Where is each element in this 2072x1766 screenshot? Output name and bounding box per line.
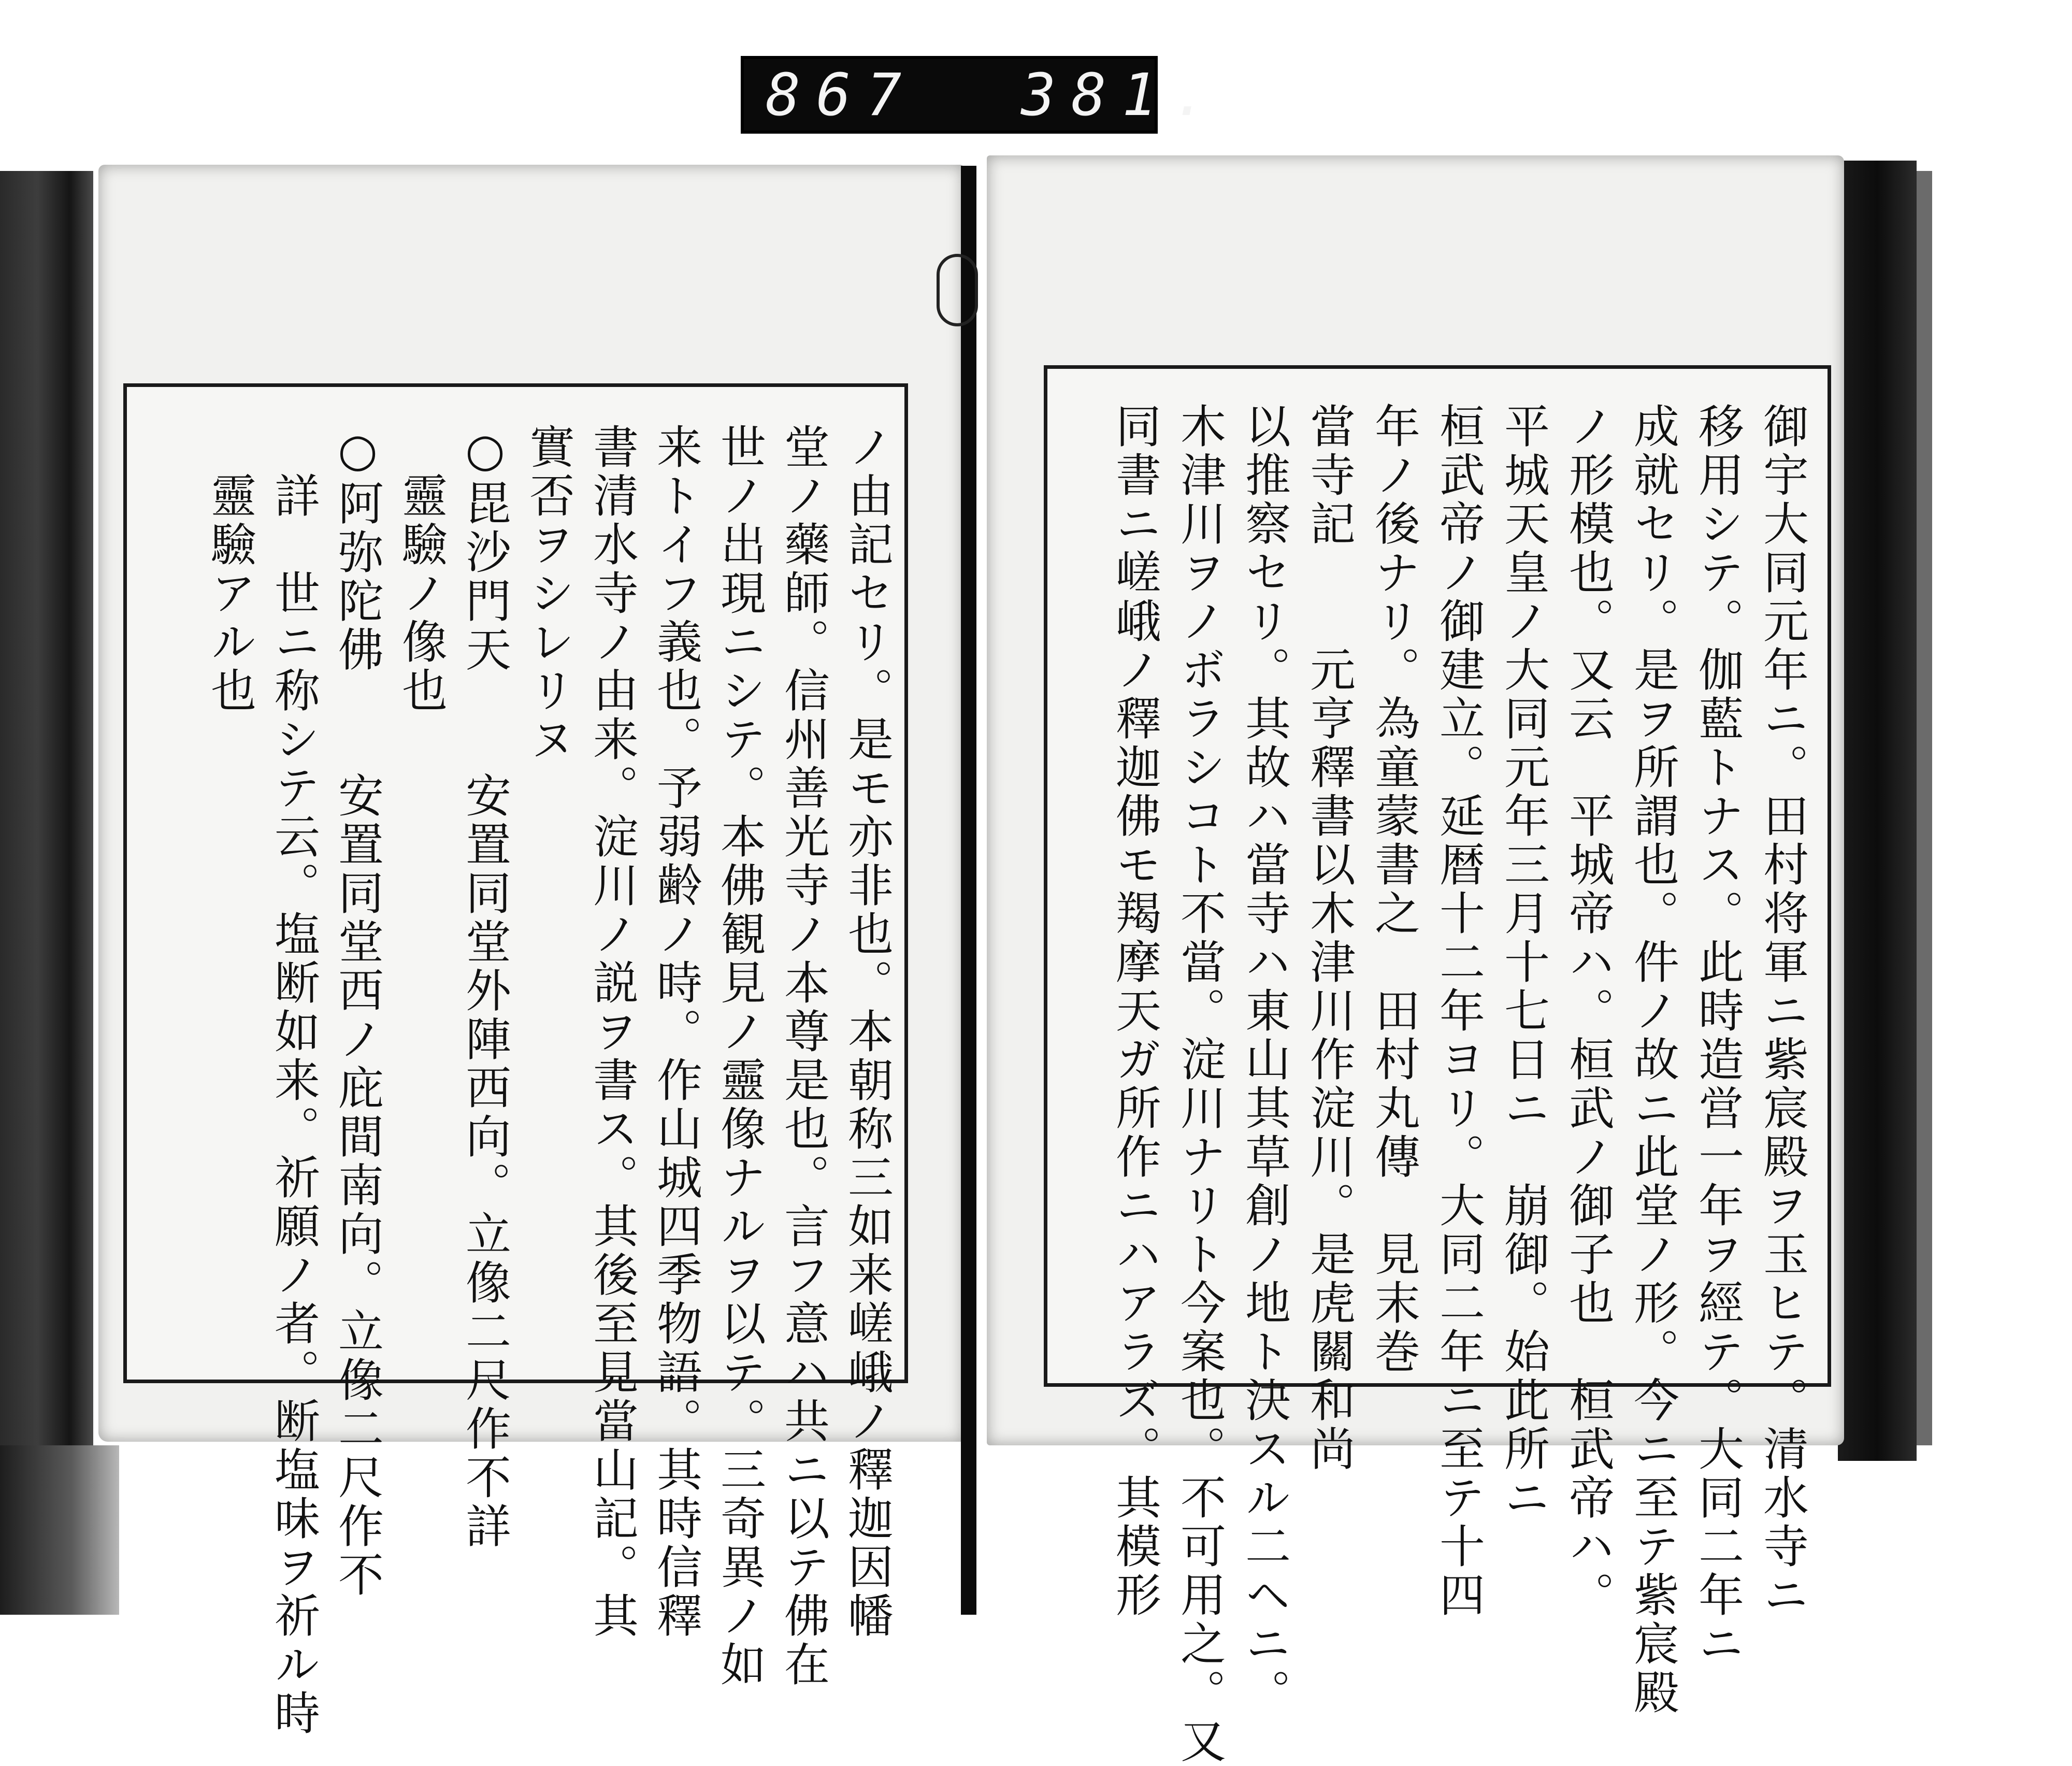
book-spine (961, 166, 976, 1615)
left-text-frame (123, 383, 908, 1738)
text-column: 平城天皇ノ大同元年三月十七日ニ 崩御。始此所ニ (1497, 403, 1550, 1523)
binding-thread (937, 254, 978, 326)
right-text-frame (1044, 365, 1831, 1766)
text-column: ノ由記セリ。是モ亦非也。本朝称三如来嵯峨ノ釋迦因幡 (841, 423, 894, 1641)
text-column: 成就セリ。是ヲ所謂也。件ノ故ニ此堂ノ形。今ニ至テ紫宸殿 (1627, 403, 1680, 1717)
text-column: 以推察セリ。其故ハ當寺ハ東山其草創ノ地ト決スル二ヘニ。 (1238, 403, 1291, 1717)
text-column: ○阿弥陀佛 安置同堂西ノ庇間南向。立像二尺作不 (331, 423, 384, 1600)
text-column: 来トイフ義也。予弱齢ノ時。作山城四季物語。其時信釋 (650, 423, 703, 1641)
text-column: 木津川ヲノボラシコト不當。淀川ナリト今案也。不可用之。又 (1173, 403, 1227, 1766)
right-book-edge-grey (1917, 171, 1932, 1445)
text-column: 靈驗アル也 (204, 423, 257, 715)
film-label-right-number: 381. (1021, 62, 1223, 129)
text-column: 移用シテ。伽藍トナス。此時造営一年ヲ經テ。大同二年ニ (1691, 403, 1745, 1669)
text-column: 世ノ出現ニシテ。本佛観見ノ靈像ナルヲ以テ。三奇異ノ如 (713, 423, 767, 1689)
text-column: 御宇大同元年ニ。田村将軍ニ紫宸殿ヲ玉ヒテ。清水寺ニ (1756, 403, 1809, 1620)
text-column: 同書ニ嵯峨ノ釋迦佛モ羯摩天ガ所作ニハアラズ。其模形 (1109, 403, 1162, 1620)
text-column: 書清水寺ノ由来。淀川ノ説ヲ書ス。其後至見當山記。其 (586, 423, 639, 1641)
film-label-left-number: 867 (766, 62, 917, 129)
text-column: ノ形模也。又云 平城帝ハ。桓武ノ御子也 桓武帝ハ。 (1562, 403, 1615, 1620)
text-column: 靈驗ノ像也 (395, 423, 448, 715)
left-book-edge-bottom (0, 1445, 119, 1615)
left-book-edge (0, 171, 93, 1451)
text-column: ○毘沙門天 安置同堂外陣西向。立像二尺作不詳 (458, 423, 512, 1551)
text-column: 年ノ後ナリ。為童蒙書之 田村丸傳 見末巻 (1368, 403, 1421, 1376)
right-book-edge (1838, 161, 1917, 1461)
text-column: 堂ノ藥師。信州善光寺ノ本尊是也。言フ意ハ共ニ以テ佛在 (777, 423, 830, 1689)
text-column: 當寺記 元亨釋書以木津川作淀川。是虎關和尚 (1303, 403, 1356, 1474)
text-column: 桓武帝ノ御建立。延暦十二年ヨリ。大同二年ニ至テ十四 (1432, 403, 1486, 1620)
film-label (741, 56, 1223, 134)
text-column: 詳 世ニ称シテ云。塩断如来。祈願ノ者。断塩味ヲ祈ル時 (267, 423, 321, 1738)
text-column: 實否ヲシレリヌ (522, 423, 575, 764)
